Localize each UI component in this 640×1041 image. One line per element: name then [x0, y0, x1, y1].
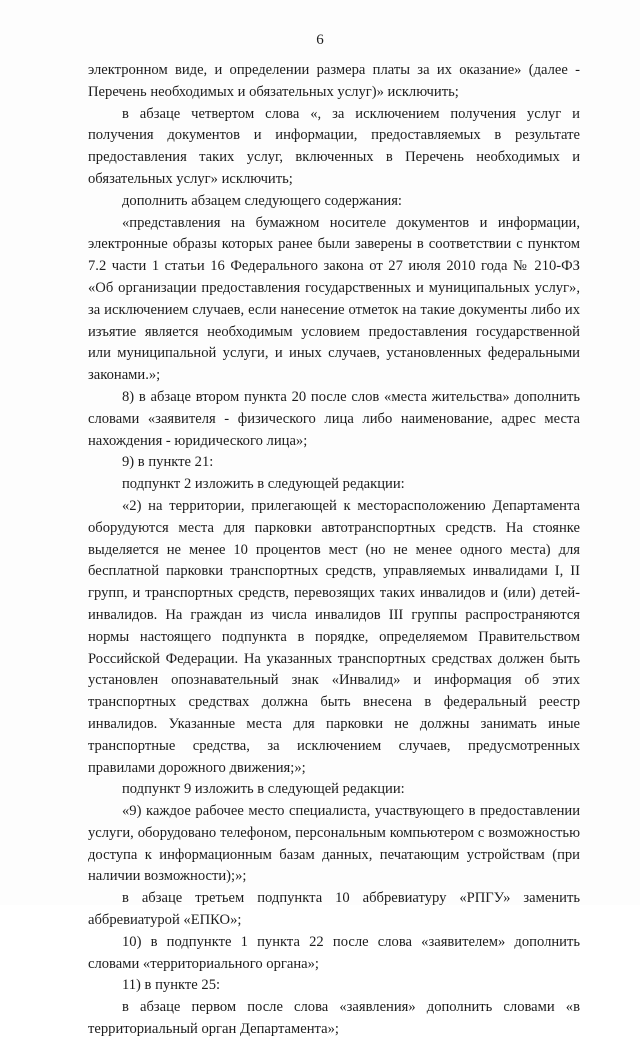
paragraph-continuation: электронном виде, и определении размера платы за их оказание» (далее - Перечень необходимых и обязательных услуг)» исключить;	[88, 62, 580, 100]
paragraph-subitem-2-intro: подпункт 2 изложить в следующей редакции:	[122, 476, 405, 493]
paragraph-subitem-2-text: «2) на территории, прилегающей к месторасположению Департамента оборудуются места для парковки автотранспортных средств. На стоянке выделяется не менее 10 процентов мест (но не менее одного места) для бесплатной парковки транспортных средств, управляемых инвалидами I, II групп, и транспортных средств, перевозящих таких инвалидов и (или) детей-инвалидов. На граждан из числа инвалидов III группы распространяются нормы настоящего подпункта в порядке, определяемом Правительством Российской Федерации. На указанных транспортных средствах должен быть установлен опознавательный знак «Инвалид» и информация об этих транспортных средствах должна быть внесена в федеральный реестр инвалидов. Указанные места для парковки не должны занимать иные транспортные средства, за исключением случаев, предусмотренных правилами дорожного движения;»;	[88, 497, 580, 776]
paragraph-subitem-10-amendment: в абзаце третьем подпункта 10 аббревиатуру «РПГУ» заменить аббревиатурой «ЕПКО»;	[88, 890, 580, 929]
paragraph-item-11-abzac-1: в абзаце первом после слова «заявления» дополнить словами «в территориальный орган Департамента»;	[88, 999, 580, 1038]
document-body	[88, 60, 580, 1041]
page-number: 6	[316, 32, 324, 48]
paragraph-item-9: 9) в пункте 21:	[122, 454, 214, 471]
paragraph-item-8: 8) в абзаце втором пункта 20 после слов «места жительства» дополнить словами «заявителя - физического лица либо наименование, адрес места нахождения - юридического лица»;	[88, 388, 580, 449]
paragraph-abzac-4-amendment: в абзаце четвертом слова «, за исключением получения услуг и получения документов и информации, предоставляемых в результате предоставления таких услуг, включенных в Перечень необходимых и обязательных услуг» исключить;	[88, 105, 580, 187]
paragraph-subitem-9-intro: подпункт 9 изложить в следующей редакции:	[122, 781, 405, 798]
paragraph-new-abzac-text: «представления на бумажном носителе документов и информации, электронные образы которых ранее были заверены в соответствии с пунктом 7.2 части 1 статьи 16 Федерального закона от 27 июля 2010 года № 210-ФЗ «Об организации предоставления государственных и муниципальных услуг», за исключением случаев, если нанесение отметок на такие документы либо их изъятие является необходимым условием предоставления государственной или муниципальной услуги, и иных случаев, установленных федеральными законами.»;	[88, 214, 580, 384]
paragraph-subitem-9-text: «9) каждое рабочее место специалиста, участвующего в предоставлении услуги, оборудовано телефоном, персональным компьютером с возможностью доступа к информационным базам данных, печатающим устройствам (при наличии возможности);»;	[88, 803, 580, 885]
paragraph-item-10: 10) в подпункте 1 пункта 22 после слова «заявителем» дополнить словами «территориального органа»;	[88, 933, 580, 972]
paragraph-item-11: 11) в пункте 25:	[122, 977, 221, 994]
paragraph-add-abzac: дополнить абзацем следующего содержания:	[122, 192, 402, 209]
